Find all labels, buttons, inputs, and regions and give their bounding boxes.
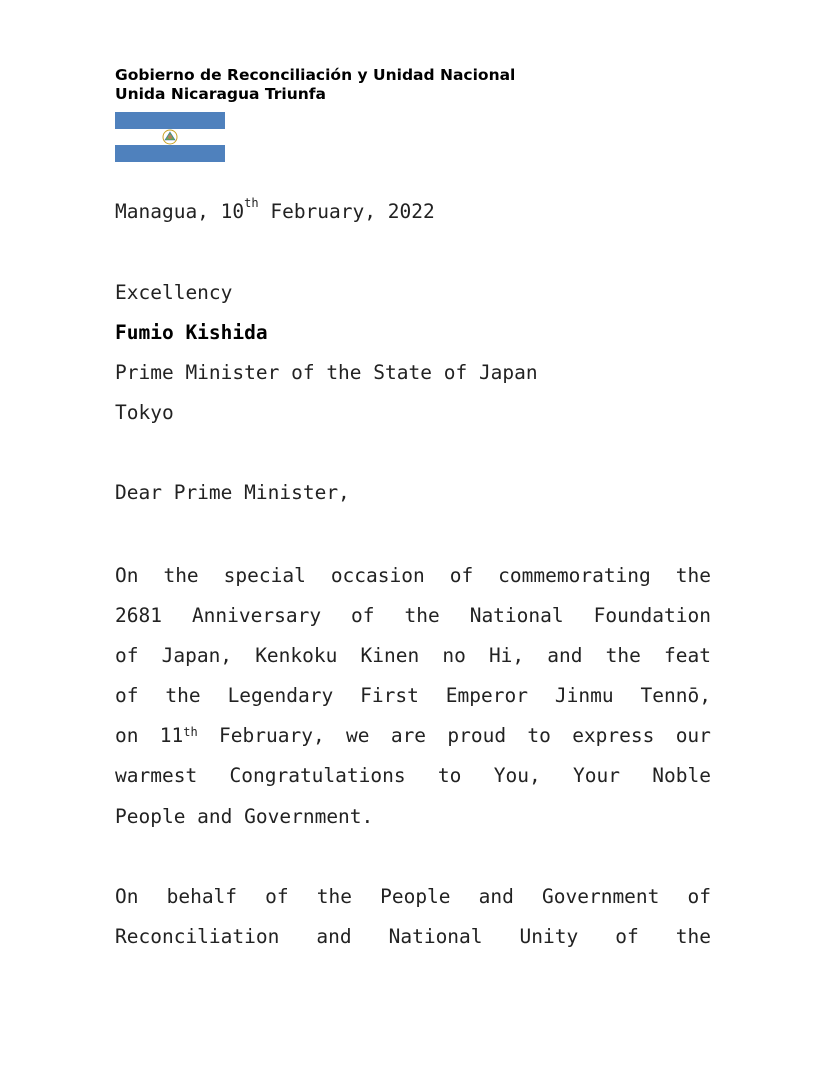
paragraph-congratulations — [115, 556, 711, 837]
paragraph-line: on 11th February, we are proud to express our — [115, 724, 711, 748]
paragraph-line: 2681 Anniversary of the National Foundation — [115, 604, 711, 628]
paragraph-line: of Japan, Kenkoku Kinen no Hi, and the feat — [115, 644, 711, 668]
recipient-salutation-title: Excellency — [115, 281, 233, 304]
nicaragua-flag-icon — [115, 112, 225, 162]
letter-date: Managua, 10th February, 2022 — [115, 196, 435, 223]
letterhead — [115, 66, 515, 104]
recipient-position: Prime Minister of the State of Japan — [115, 361, 538, 384]
letter-greeting: Dear Prime Minister, — [115, 481, 350, 504]
paragraph-on-behalf — [115, 877, 711, 957]
paragraph-line: On behalf of the People and Government of — [115, 885, 711, 908]
recipient-name: Fumio Kishida — [115, 321, 268, 344]
paragraph-line: On the special occasion of commemorating the — [115, 564, 711, 587]
letterhead-slogan: Unida Nicaragua Triunfa — [115, 85, 327, 103]
recipient-city: Tokyo — [115, 401, 174, 424]
paragraph-line: of the Legendary First Emperor Jinmu Tennō, — [115, 684, 711, 708]
letterhead-government-name: Gobierno de Reconciliación y Unidad Nacional — [115, 66, 516, 84]
paragraph-line: Reconciliation and National Unity of the — [115, 925, 711, 949]
paragraph-line: People and Government. — [115, 804, 374, 828]
paragraph-line: warmest Congratulations to You, Your Noble — [115, 764, 711, 788]
